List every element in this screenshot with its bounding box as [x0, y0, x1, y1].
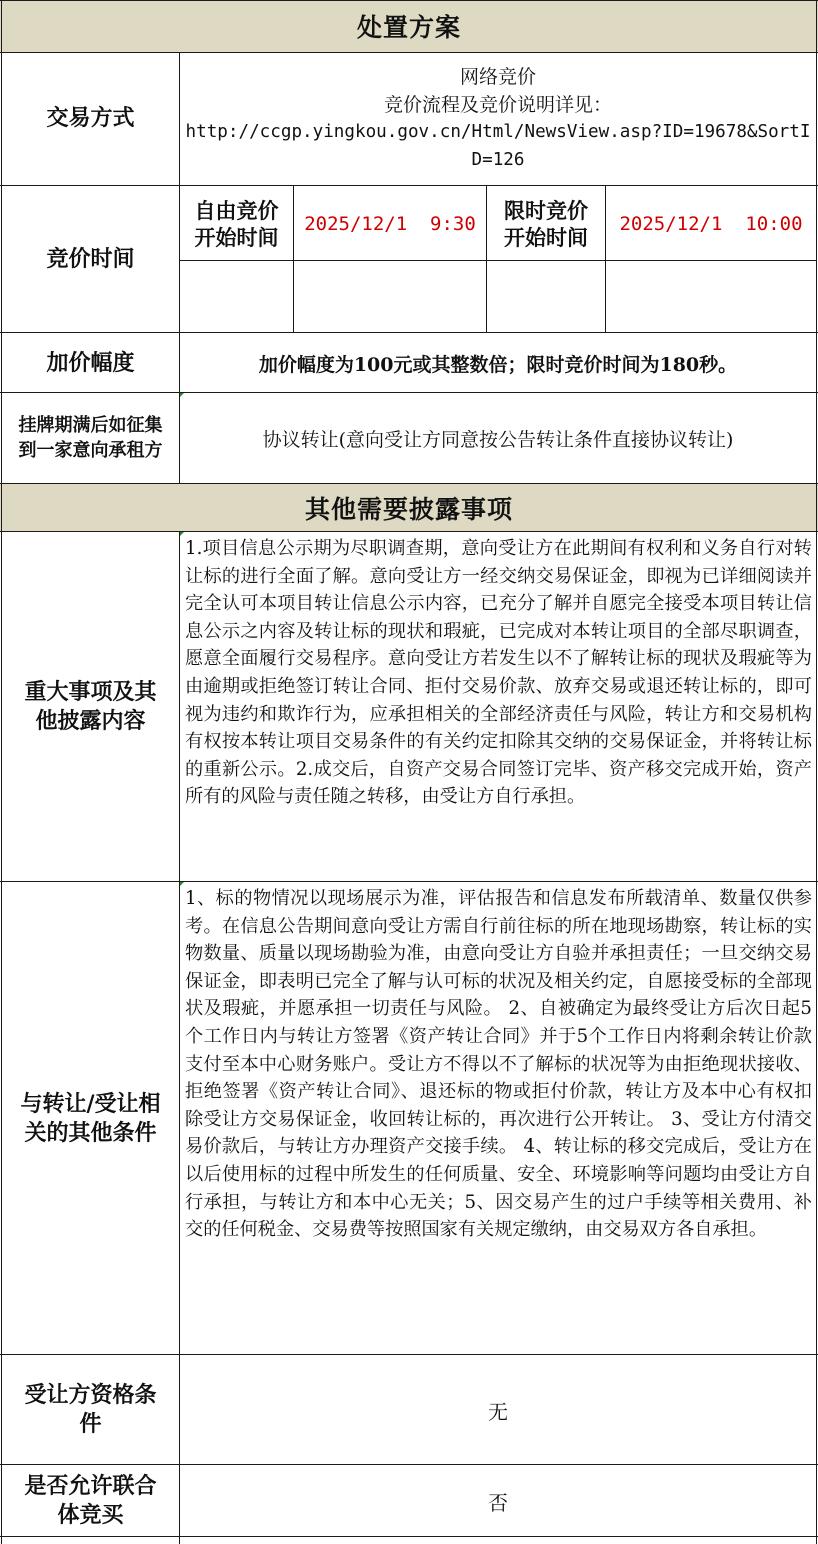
- section-title-plan: 处置方案: [356, 13, 461, 42]
- major-matters-value: 1.项目信息公示期为尽职调查期，意向受让方在此期间有权利和义务自行对转让标的进行全面了解。意向受让方一经交纳交易保证金，即视为已详细阅读并完全认可本项目转让信息公示内容，已充分了解并自愿完全接受本项目转让信息公示之内容及转让标的现状和瑕疵，已完成对本转让项目的全部尽职调查，愿意全面履行交易程序。意向受让方若发生以不了解转让标的现状及瑕疵等为由逾期或拒绝签订转让合同、拒付交易价款、放弃交易或退还转让标的，即可视为违约和欺诈行为，应承担相关的全部经济责任与风险，转让方和交易机构有权按本转让项目交易条件的有关约定扣除其交纳的交易保证金，并将转让标的重新公示。2.成交后，自资产交易合同签订完毕、资产移交完成开始，资产所有的风险与责任随之转移，由受让方自行承担。: [185, 538, 812, 808]
- section-title-other: 其他需要披露事项: [304, 495, 513, 524]
- increment-value: 加价幅度为100元或其整数倍；限时竞价时间为180秒。: [258, 353, 738, 376]
- section-header-plan: [0, 0, 818, 52]
- grid-line: [0, 0, 818, 1]
- single-buyer-label: 挂牌期满后如征集到一家意向承租方: [18, 415, 163, 461]
- free-bid-start-value: 2025/12/1 9:30: [304, 212, 476, 235]
- grid-line: [0, 881, 818, 882]
- cell-marker-icon: [180, 882, 184, 886]
- qualification-label: 受让方资格条件: [24, 1382, 157, 1437]
- grid-line: [0, 392, 818, 393]
- qualification-value: 无: [488, 1399, 508, 1424]
- trade-method-label: 交易方式: [46, 105, 135, 131]
- grid-line: [0, 1536, 818, 1537]
- free-bid-start-label: 自由竞价开始时间: [194, 197, 279, 250]
- grid-line: [179, 52, 180, 484]
- bid-time-label: 竞价时间: [46, 245, 135, 272]
- section-header-other: [0, 484, 818, 532]
- grid-line: [486, 185, 487, 333]
- grid-line: [293, 185, 294, 333]
- cell-marker-icon: [180, 532, 184, 536]
- limited-bid-start-label: 限时竞价开始时间: [504, 197, 588, 250]
- consortium-label: 是否允许联合体竞买: [24, 1473, 157, 1528]
- major-matters-label: 重大事项及其他披露内容: [24, 679, 157, 734]
- grid-line: [0, 1354, 818, 1355]
- grid-line: [0, 332, 818, 333]
- trade-method-value: [180, 52, 816, 185]
- grid-line: [179, 531, 180, 1544]
- grid-line: [180, 260, 816, 261]
- other-conditions-label: 与转让/受让相关的其他条件: [20, 1090, 161, 1146]
- grid-line: [605, 185, 606, 333]
- trade-method-line1: 网络竞价: [459, 66, 536, 88]
- grid-line: [816, 0, 817, 1544]
- grid-line: [0, 483, 818, 484]
- limited-bid-start-value: 2025/12/1 10:00: [619, 212, 803, 235]
- grid-line: [0, 52, 818, 53]
- consortium-value: 否: [488, 1490, 508, 1515]
- single-buyer-value: 协议转让(意向受让方同意按公告转让条件直接协议转让): [262, 428, 734, 451]
- grid-line: [0, 185, 818, 186]
- trade-method-url[interactable]: http://ccgp.yingkou.gov.cn/Html/NewsView.asp?ID=19678&SortID=126: [185, 122, 811, 170]
- grid-line: [1, 0, 2, 1544]
- trade-method-line2: 竞价流程及竞价说明详见：: [383, 93, 612, 116]
- increment-label: 加价幅度: [46, 349, 135, 376]
- cell-marker-icon: [180, 393, 184, 397]
- grid-line: [0, 1464, 818, 1465]
- grid-line: [0, 531, 818, 532]
- other-conditions-value: 1、标的物情况以现场展示为准，评估报告和信息发布所载清单、数量仅供参考。在信息公告期间意向受让方需自行前往标的所在地现场勘察，转让标的实物数量、质量以现场勘验为准，由意向受让方自验并承担责任；一旦交纳交易保证金，即表明已完全了解与认可标的状况及相关约定，自愿接受标的全部现状及瑕疵，并愿承担一切责任与风险。 2、自被确定为最终受让方后次日起5个工作日内与转让方签署《资产转让合同》并于5个工作日内将剩余转让价款支付至本中心财务账户。受让方不得以不了解标的状况等为由拒绝现状接收、拒绝签署《资产转让合同》、退还标的物或拒付价款，转让方及本中心有权扣除受让方交易保证金，收回转让标的，再次进行公开转让。 3、受让方付清交易价款后，与转让方办理资产交接手续。 4、转让标的移交完成后，受让方在以后使用标的过程中所发生的任何质量、安全、环境影响等问题均由受让方自行承担，与转让方和本中心无关；5、因交易产生的过户手续等相关费用、补交的任何税金、交易费等按照国家有关规定缴纳，由交易双方各自承担。: [185, 888, 812, 1241]
